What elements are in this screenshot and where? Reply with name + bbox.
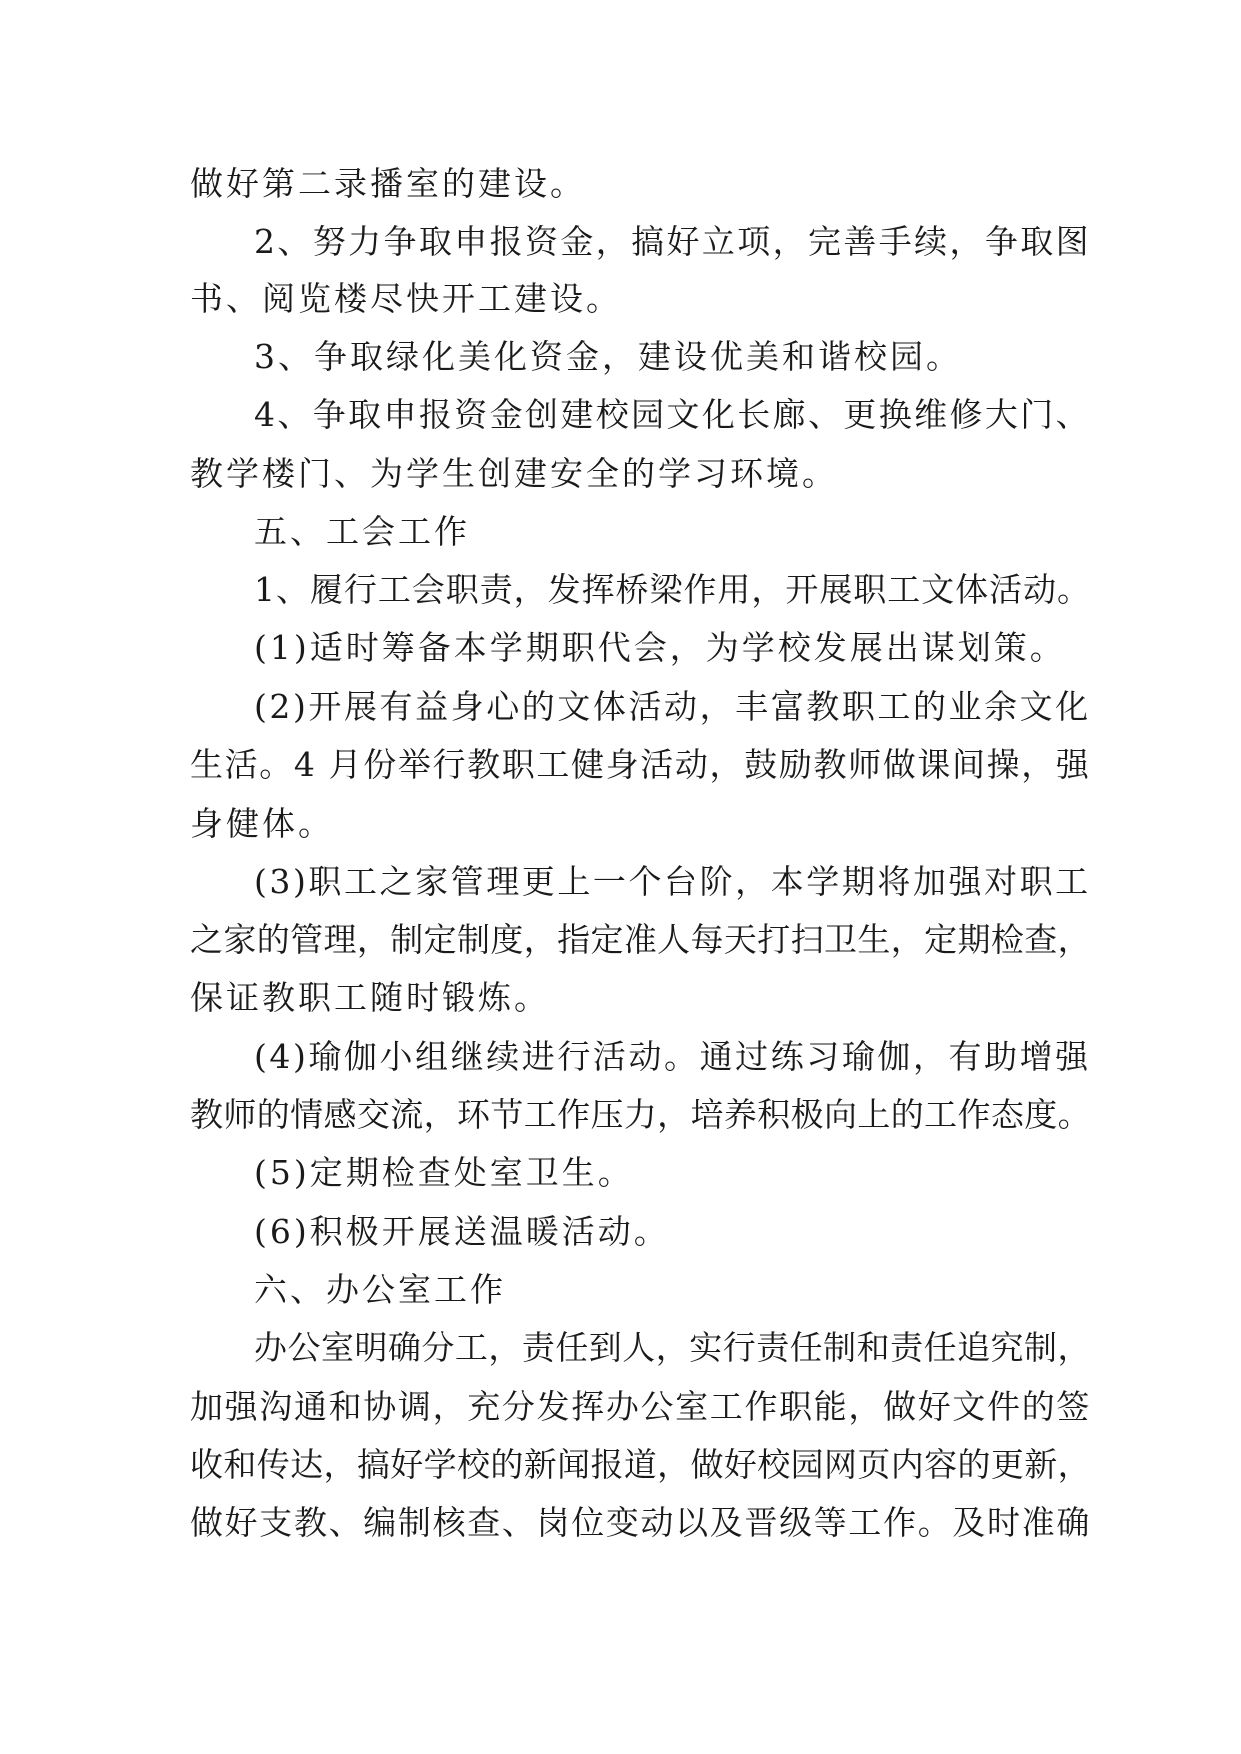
text-line: 教师的情感交流，环节工作压力，培养积极向上的工作态度。	[190, 1095, 1091, 1134]
text-line: 之家的管理，制定制度，指定准人每天打扫卫生，定期检查，	[190, 920, 1091, 959]
text-line: 2、努力争取申报资金，搞好立项，完善手续，争取图	[254, 222, 1091, 261]
text-line: 3、争取绿化美化资金，建设优美和谐校园。	[254, 337, 962, 376]
text-line: 办公室明确分工，责任到人，实行责任制和责任追究制，	[254, 1328, 1091, 1367]
text-line: (1)适时筹备本学期职代会，为学校发展出谋划策。	[254, 628, 1066, 667]
text-line: (2)开展有益身心的文体活动，丰富教职工的业余文化	[254, 687, 1091, 726]
text-line: (6)积极开展送温暖活动。	[254, 1212, 670, 1251]
text-line: 身健体。	[190, 804, 334, 843]
text-line: 保证教职工随时锻炼。	[190, 978, 550, 1017]
section-heading: 五、工会工作	[254, 512, 470, 551]
text-line: 教学楼门、为学生创建安全的学习环境。	[190, 454, 838, 493]
text-line: 加强沟通和协调，充分发挥办公室工作职能，做好文件的签	[190, 1387, 1091, 1426]
text-line: (3)职工之家管理更上一个台阶，本学期将加强对职工	[254, 862, 1091, 901]
text-line: 做好第二录播室的建设。	[190, 164, 586, 203]
text-line: 生活。4 月份举行教职工健身活动，鼓励教师做课间操，强	[190, 745, 1091, 784]
text-line: (5)定期检查处室卫生。	[254, 1153, 634, 1192]
text-line: 1、履行工会职责，发挥桥梁作用，开展职工文体活动。	[254, 570, 1091, 609]
section-heading: 六、办公室工作	[254, 1270, 506, 1309]
text-line: (4)瑜伽小组继续进行活动。通过练习瑜伽，有助增强	[254, 1037, 1091, 1076]
text-line: 书、阅览楼尽快开工建设。	[190, 279, 622, 318]
text-line: 收和传达，搞好学校的新闻报道，做好校园网页内容的更新，	[190, 1445, 1091, 1484]
text-line: 做好支教、编制核查、岗位变动以及晋级等工作。及时准确	[190, 1503, 1091, 1542]
text-line: 4、争取申报资金创建校园文化长廊、更换维修大门、	[254, 395, 1091, 434]
